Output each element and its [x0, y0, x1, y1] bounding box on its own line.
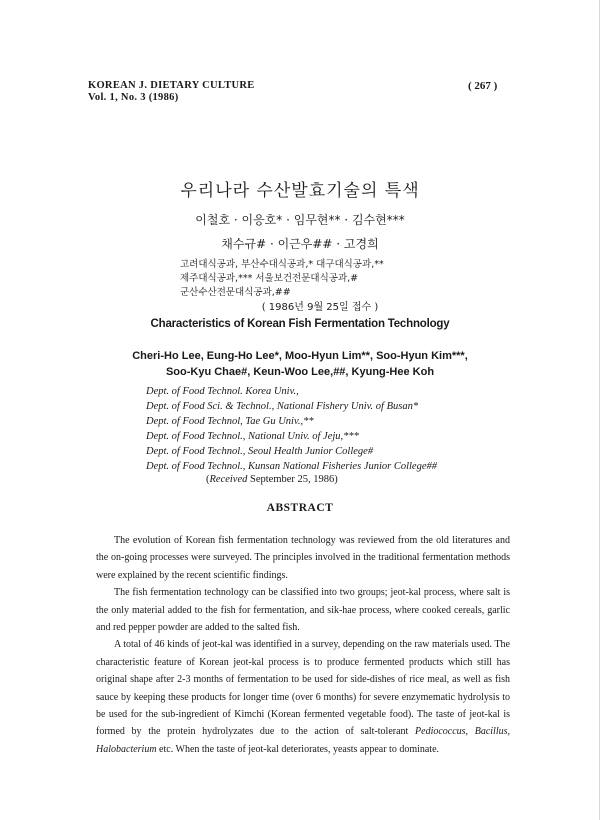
affiliation-korean-line: 군산수산전문대식공과,## [180, 287, 291, 298]
abstract-paragraph-3 [96, 636, 510, 758]
received-date-korean: ( 1986년 9월 25일 접수 ) [261, 302, 379, 313]
abstract-paragraph-1: The evolution of Korean fish fermentation technology was reviewed from the old literatures and the on-going processes were surveyed. The principles involved in the traditional fermentation methods were explained by the recent scientific findings. [96, 535, 510, 581]
authors-korean [0, 208, 600, 256]
authors-korean-line-2: 채수규# · 이근우## · 고경희 [221, 237, 379, 251]
affiliation-english-line: Dept. of Food Technol., Kunsan National Fisheries Junior College## [146, 461, 437, 472]
affiliations-korean [180, 258, 384, 300]
affiliation-english-line: Dept. of Food Technol., Seoul Health Junior College# [146, 446, 374, 457]
journal-header [88, 80, 255, 104]
abstract-body [96, 532, 510, 758]
authors-korean-line-1: 이철호 · 이응호* · 임무현** · 김수현*** [195, 213, 405, 227]
journal-name: KOREAN J. DIETARY CULTURE [88, 80, 255, 91]
title-korean: 우리나라 수산발효기술의 특색 [180, 181, 420, 201]
affiliations-english [146, 384, 437, 474]
authors-english [0, 348, 600, 380]
affiliation-english-line: Dept. of Food Technol, Tae Gu Univ.,** [146, 416, 314, 427]
abstract-paragraph-3-text: A total of 46 kinds of jeot-kal was identified in a survey, depending on the raw materials used. The characteristic feature of Korean jeot-kal process is to produce fermented products which still has original shape after 2-3 months of fermentation to be used for side-dishes of rice meal, as well as fish sauce by keeping these products for longer time (over 6 months) for severe enzymematic hydrolysis to be used for the sub-ingredient of Kimchi (Korean fermented vegetable food). The taste of jeot-kal is formed by the protein hydrolyzates due to the action of salt-tolerant [96, 639, 510, 738]
received-date-english: (Received September 25, 1986) [206, 474, 338, 485]
abstract-heading: ABSTRACT [266, 502, 334, 514]
authors-english-line-1: Cheri-Ho Lee, Eung-Ho Lee*, Moo-Hyun Lim**, Soo-Hyun Kim***, [132, 350, 468, 362]
abstract-paragraph-3-end: etc. When the taste of jeot-kal deteriorates, yeasts appear to dominate. [156, 743, 440, 755]
affiliation-english-line: Dept. of Food Technol., National Univ. of Jeju,*** [146, 431, 359, 442]
affiliation-korean-line: 고려대식공과, 부산수대식공과,* 대구대식공과,** [180, 259, 384, 270]
journal-issue: Vol. 1, No. 3 (1986) [88, 92, 179, 103]
title-english: Characteristics of Korean Fish Fermentation Technology [150, 318, 450, 330]
affiliation-korean-line: 제주대식공과,*** 서울보건전문대식공과,# [180, 273, 359, 284]
affiliation-english-line: Dept. of Food Sci. & Technol., National Fishery Univ. of Busan* [146, 401, 419, 412]
organism-names: Pediococcus, Bacillus, Halobacterium [96, 726, 511, 755]
affiliation-english-line: Dept. of Food Technol. Korea Univ., [146, 386, 299, 397]
received-label: Received [209, 474, 248, 485]
abstract-paragraph-2: The fish fermentation technology can be classified into two groups; jeot-kal process, where salt is the only material added to the fish for fermentation, and sik-hae process, where cooked cereals, garlic and red pepper powder are added to the salted fish. [96, 587, 510, 634]
received-date: September 25, 1986 [250, 474, 335, 485]
page-number: ( 267 ) [468, 80, 498, 92]
authors-english-line-2: Soo-Kyu Chae#, Keun-Woo Lee,##, Kyung-Hee Koh [165, 366, 435, 378]
